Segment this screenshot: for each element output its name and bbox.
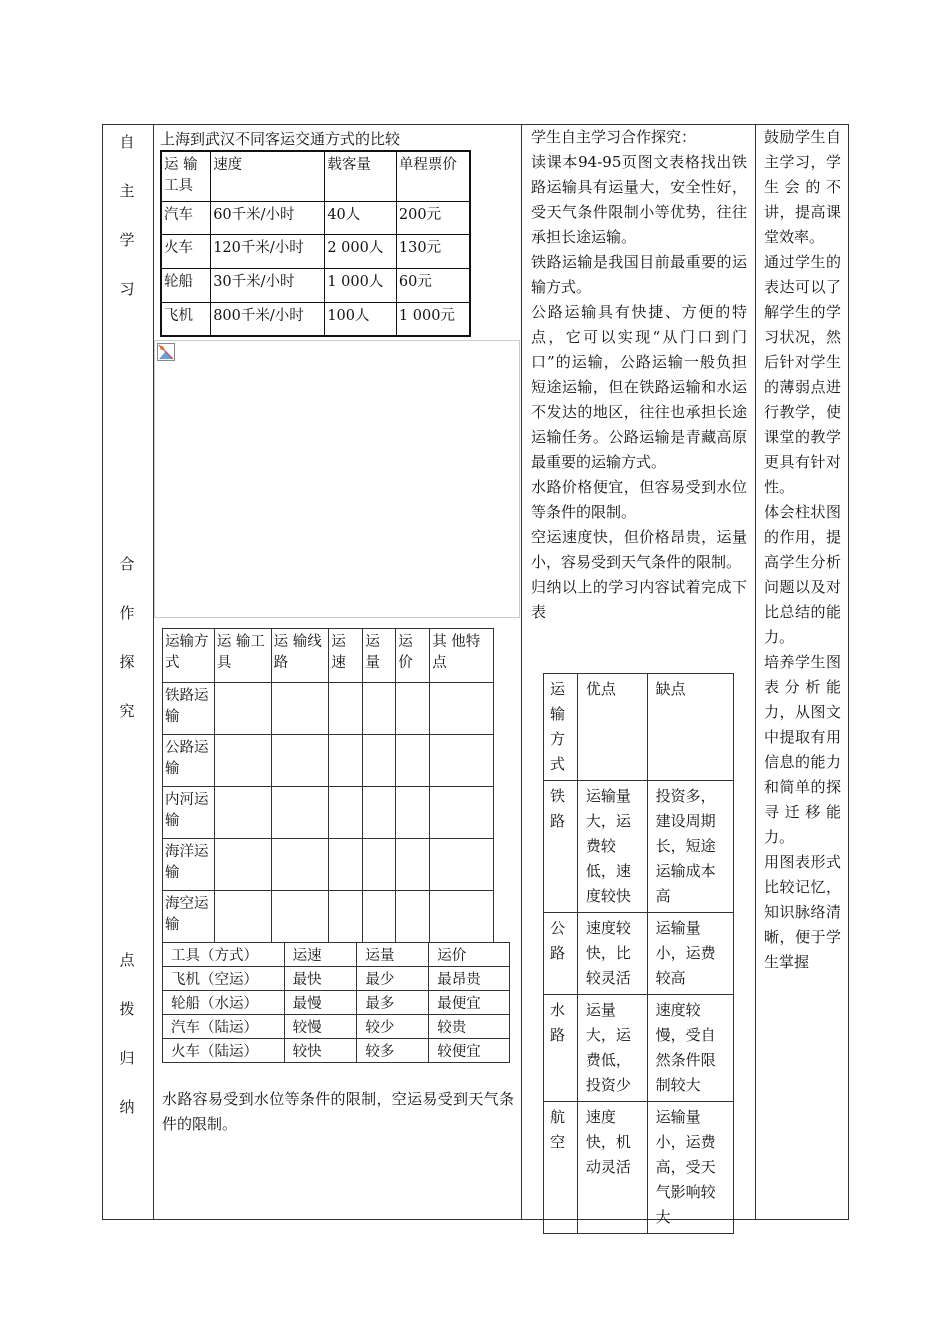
transport-compare-table xyxy=(160,150,471,337)
table-cell: 速度较快，比较灵活 xyxy=(577,913,647,995)
compare-caption: 上海到武汉不同客运交通方式的比较 xyxy=(160,130,401,148)
stage-char: 合 xyxy=(119,555,135,573)
answer-cell[interactable] xyxy=(329,683,363,735)
answer-cell[interactable] xyxy=(430,735,494,787)
table-cell: 火车（陆运） xyxy=(163,1039,285,1063)
table-cell: 速度较慢，受自然条件限制较大 xyxy=(647,995,733,1102)
answer-cell[interactable] xyxy=(396,787,430,839)
table-cell: 运输量大，运费较低，速度较快 xyxy=(577,781,647,913)
column-divider xyxy=(755,125,756,1219)
teaching-intent-text xyxy=(764,125,841,975)
stage-char: 学 xyxy=(119,231,135,249)
table-row xyxy=(544,913,734,995)
table-row xyxy=(161,268,470,302)
paragraph: 鼓励学生自主学习，学生会的不讲，提高课堂效率。 xyxy=(764,128,841,246)
answer-cell[interactable] xyxy=(271,839,329,891)
table-header-cell: 运价 xyxy=(396,629,430,683)
table-cell: 运量大，运费低，投资少 xyxy=(577,995,647,1102)
table-cell: 最快 xyxy=(284,967,357,991)
table-cell: 最少 xyxy=(357,967,429,991)
table-cell: 较快 xyxy=(284,1039,357,1063)
answer-cell[interactable] xyxy=(430,891,494,943)
paragraph: 公路运输具有快捷、方便的特点，它可以实现“从门口到门口”的运输，公路运输一般负担短途运输，但在铁路运输和水运不发达的地区，往往也承担长途运输任务。公路运输是青藏高原最重要的运输方式。 xyxy=(531,303,747,471)
table-header-cell: 运量 xyxy=(357,943,429,967)
table-header-cell: 其 他特点 xyxy=(430,629,494,683)
paragraph: 铁路运输是我国目前最重要的运输方式。 xyxy=(531,253,747,296)
table-header-cell: 单程票价 xyxy=(396,151,470,201)
table-row xyxy=(163,1039,510,1063)
table-cell: 汽车（陆运） xyxy=(163,1015,285,1039)
paragraph: 培养学生图表分析能力，从图文中提取有用信息的能力和简单的探寻迁移能力。 xyxy=(764,653,841,846)
stage-char: 归 xyxy=(119,1049,135,1067)
table-cell: 铁路 xyxy=(544,781,578,913)
table-header-cell: 工具（方式） xyxy=(163,943,285,967)
table-row xyxy=(163,991,510,1015)
table-cell: 最多 xyxy=(357,991,429,1015)
stage-char: 点 xyxy=(119,951,135,969)
table-cell: 较贵 xyxy=(429,1015,510,1039)
table-cell: 较慢 xyxy=(284,1015,357,1039)
answer-cell[interactable] xyxy=(329,891,363,943)
table-cell: 120千米/小时 xyxy=(211,234,325,268)
answer-cell[interactable] xyxy=(363,787,396,839)
table-cell: 较便宜 xyxy=(429,1039,510,1063)
broken-image-icon xyxy=(157,343,175,361)
paragraph: 读课本94-95页图文表格找出铁路运输具有运量大，安全性好，受天气条件限制小等优势，往往承担长途运输。 xyxy=(531,153,747,246)
answer-cell[interactable] xyxy=(271,735,329,787)
table-header-cell: 运价 xyxy=(429,943,510,967)
table-cell: 水路 xyxy=(544,995,578,1102)
table-cell: 投资多，建设周期长，短途运输成本高 xyxy=(647,781,733,913)
table-header-cell: 优点 xyxy=(577,674,647,781)
blank-exercise-table xyxy=(162,628,494,943)
table-cell: 汽车 xyxy=(161,201,211,234)
table-header-cell: 速度 xyxy=(211,151,325,201)
answer-cell[interactable] xyxy=(329,787,363,839)
table-cell: 最慢 xyxy=(284,991,357,1015)
table-header-cell: 运速 xyxy=(284,943,357,967)
table-cell: 较多 xyxy=(357,1039,429,1063)
missing-image-placeholder xyxy=(154,340,520,618)
answer-cell[interactable] xyxy=(271,891,329,943)
table-cell: 轮船（水运） xyxy=(163,991,285,1015)
table-row xyxy=(163,1015,510,1039)
table-cell: 800千米/小时 xyxy=(211,302,325,336)
paragraph: 水路价格便宜，但容易受到水位等条件的限制。 xyxy=(531,478,747,521)
table-header-cell: 载客量 xyxy=(325,151,397,201)
table-header-cell: 运量 xyxy=(363,629,396,683)
table-cell: 轮船 xyxy=(161,268,211,302)
stage-char: 习 xyxy=(119,280,135,298)
stage-char: 主 xyxy=(119,182,135,200)
table-row xyxy=(544,781,734,913)
answer-cell[interactable] xyxy=(214,787,271,839)
table-row xyxy=(544,995,734,1102)
stage-char: 纳 xyxy=(119,1098,135,1116)
table-row xyxy=(161,201,470,234)
paragraph: 归纳以上的学习内容试着完成下表 xyxy=(531,578,747,621)
table-cell: 航空 xyxy=(544,1102,578,1234)
table-cell: 飞机 xyxy=(161,302,211,336)
table-cell: 运输量小，运费较高 xyxy=(647,913,733,995)
student-activity-text xyxy=(531,125,747,625)
stage-char: 作 xyxy=(119,604,135,622)
answer-cell[interactable] xyxy=(329,735,363,787)
answer-cell[interactable] xyxy=(214,891,271,943)
column-divider xyxy=(521,125,522,1219)
answer-cell[interactable] xyxy=(329,839,363,891)
stage-guidance-summary xyxy=(102,946,152,1142)
table-header-cell: 运输方式 xyxy=(163,629,215,683)
answer-cell[interactable] xyxy=(396,839,430,891)
table-cell: 内河运输 xyxy=(163,787,215,839)
table-row xyxy=(163,891,494,943)
paragraph: 通过学生的表达可以了解学生的学习状况，然后针对学生的薄弱点进行教学，使课堂的教学更具有针对性。 xyxy=(764,253,841,496)
answer-cell[interactable] xyxy=(271,683,329,735)
table-header-cell: 运 输工具 xyxy=(161,151,211,201)
table-cell: 公路运输 xyxy=(163,735,215,787)
paragraph: 空运速度快，但价格昂贵，运量小，容易受到天气条件的限制。 xyxy=(531,528,747,571)
table-header-cell: 缺点 xyxy=(647,674,733,781)
table-cell: 较少 xyxy=(357,1015,429,1039)
answer-cell[interactable] xyxy=(363,839,396,891)
table-cell: 2 000人 xyxy=(325,234,397,268)
table-cell: 40人 xyxy=(325,201,397,234)
stage-char: 探 xyxy=(119,653,135,671)
answer-cell[interactable] xyxy=(271,787,329,839)
answer-cell[interactable] xyxy=(363,735,396,787)
table-cell: 200元 xyxy=(396,201,470,234)
table-cell: 运输量小，运费高，受天气影响较大 xyxy=(647,1102,733,1234)
answer-cell[interactable] xyxy=(363,683,396,735)
table-cell: 130元 xyxy=(396,234,470,268)
table-header-cell: 运速 xyxy=(329,629,363,683)
stage-self-study xyxy=(102,128,152,324)
stage-char: 究 xyxy=(119,702,135,720)
answer-cell[interactable] xyxy=(430,787,494,839)
table-cell: 1 000元 xyxy=(396,302,470,336)
answer-cell[interactable] xyxy=(214,839,271,891)
stage-char: 自 xyxy=(119,133,135,151)
table-cell: 公路 xyxy=(544,913,578,995)
table-row xyxy=(163,683,494,735)
table-row xyxy=(544,1102,734,1234)
paragraph: 用图表形式比较记忆，知识脉络清晰，便于学生掌握 xyxy=(764,853,841,971)
table-header-cell: 运输方式 xyxy=(544,674,578,781)
table-cell: 最昂贵 xyxy=(429,967,510,991)
answer-cell[interactable] xyxy=(363,891,396,943)
table-cell: 100人 xyxy=(325,302,397,336)
table-cell: 海空运输 xyxy=(163,891,215,943)
table-cell: 60元 xyxy=(396,268,470,302)
table-cell: 30千米/小时 xyxy=(211,268,325,302)
table-cell: 最便宜 xyxy=(429,991,510,1015)
table-header-cell: 运 输工具 xyxy=(214,629,271,683)
pros-cons-table xyxy=(543,673,734,1234)
answer-cell[interactable] xyxy=(214,683,271,735)
table-cell: 速度快，机动灵活 xyxy=(577,1102,647,1234)
answer-cell[interactable] xyxy=(430,683,494,735)
table-cell: 铁路运输 xyxy=(163,683,215,735)
table-cell: 1 000人 xyxy=(325,268,397,302)
table-row xyxy=(163,735,494,787)
answer-cell[interactable] xyxy=(396,683,430,735)
answer-cell[interactable] xyxy=(214,735,271,787)
table-cell: 海洋运输 xyxy=(163,839,215,891)
paragraph: 学生自主学习合作探究： xyxy=(531,128,697,146)
stage-char: 拨 xyxy=(119,1000,135,1018)
answer-cell[interactable] xyxy=(396,735,430,787)
table-cell: 60千米/小时 xyxy=(211,201,325,234)
paragraph: 体会柱状图的作用，提高学生分析问题以及对比总结的能力。 xyxy=(764,503,841,646)
restriction-note: 水路容易受到水位等条件的限制，空运易受到天气条件的限制。 xyxy=(162,1090,514,1133)
table-cell: 飞机（空运） xyxy=(163,967,285,991)
table-row xyxy=(163,967,510,991)
table-row xyxy=(161,234,470,268)
stage-cooperative-inquiry xyxy=(102,550,152,746)
table-row xyxy=(163,787,494,839)
summary-table xyxy=(162,942,510,1063)
column-divider xyxy=(153,125,154,1219)
table-row xyxy=(161,302,470,336)
answer-cell[interactable] xyxy=(396,891,430,943)
table-row xyxy=(163,839,494,891)
table-cell: 火车 xyxy=(161,234,211,268)
table-header-cell: 运 输线路 xyxy=(271,629,329,683)
answer-cell[interactable] xyxy=(430,839,494,891)
